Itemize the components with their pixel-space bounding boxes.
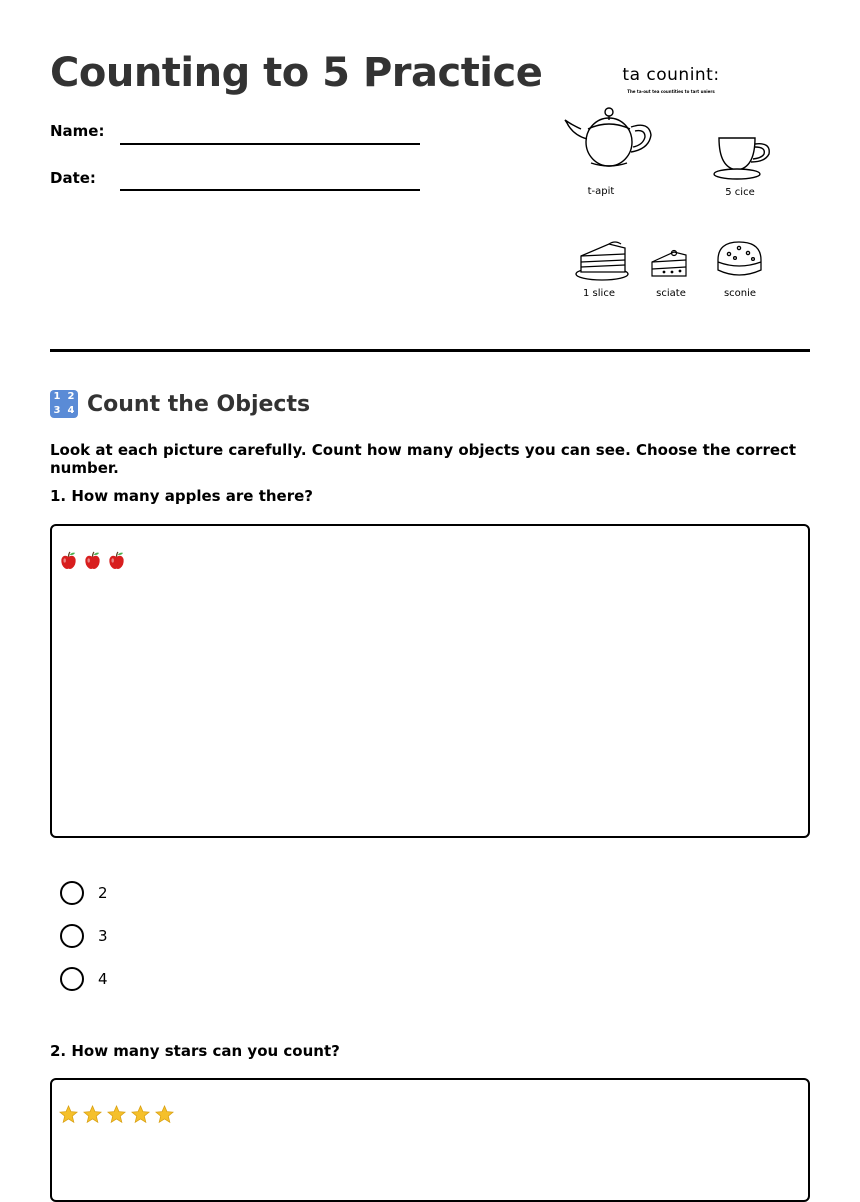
apple-icon (107, 551, 126, 570)
question-1-text: 1. How many apples are there? (50, 487, 313, 505)
star-group (59, 1105, 174, 1124)
illustration-caption-cup: 5 cice (725, 187, 755, 198)
apple-group (59, 551, 126, 570)
apple-icon (83, 551, 102, 570)
answer-option-label: 2 (98, 884, 108, 902)
header-divider (50, 349, 810, 352)
date-label: Date: (50, 169, 96, 187)
radio-button[interactable] (60, 924, 84, 948)
instructions: Look at each picture carefully. Count how many objects you can see. Choose the correct number. (50, 441, 797, 477)
scone-icon (715, 240, 765, 280)
star-icon (83, 1105, 102, 1124)
cake-slice-icon (575, 238, 631, 282)
section-heading (50, 389, 310, 419)
answer-option-4[interactable] (60, 967, 108, 991)
apple-icon (59, 551, 78, 570)
numbers-icon-digit: 2 (67, 391, 75, 402)
answer-option-2[interactable] (60, 881, 108, 905)
teacup-icon (713, 132, 777, 184)
illustration-caption-slice: 1 slice (583, 288, 615, 299)
radio-button[interactable] (60, 881, 84, 905)
teapot-icon (563, 105, 655, 170)
question-2-text: 2. How many stars can you count? (50, 1042, 340, 1060)
answer-option-label: 4 (98, 970, 108, 988)
tea-counting-illustration (555, 60, 795, 310)
numbers-icon-digit: 4 (67, 405, 75, 416)
star-icon (155, 1105, 174, 1124)
illustration-caption-sciate: sciate (656, 288, 686, 299)
small-cake-icon (650, 248, 690, 280)
numbers-icon (50, 390, 78, 418)
question-2-picture-box (50, 1078, 810, 1202)
question-1-picture-box (50, 524, 810, 838)
star-icon (59, 1105, 78, 1124)
illustration-subheading: The ta-out tea countities to tart uniers (627, 89, 715, 94)
numbers-icon-digit: 1 (53, 391, 61, 402)
illustration-caption-scone: sconie (723, 288, 757, 299)
numbers-icon-digit: 3 (53, 405, 61, 416)
section-title: Count the Objects (87, 391, 311, 417)
star-icon (107, 1105, 126, 1124)
answer-option-3[interactable] (60, 924, 108, 948)
radio-button[interactable] (60, 967, 84, 991)
illustration-heading: ta counint: (622, 65, 720, 85)
star-icon (131, 1105, 150, 1124)
name-field-line[interactable] (120, 143, 420, 145)
answer-option-label: 3 (98, 927, 108, 945)
date-field-line[interactable] (120, 189, 420, 191)
illustration-caption-teapot: t-apit (587, 186, 615, 197)
page-title: Counting to 5 Practice (50, 50, 543, 96)
name-label: Name: (50, 122, 105, 140)
